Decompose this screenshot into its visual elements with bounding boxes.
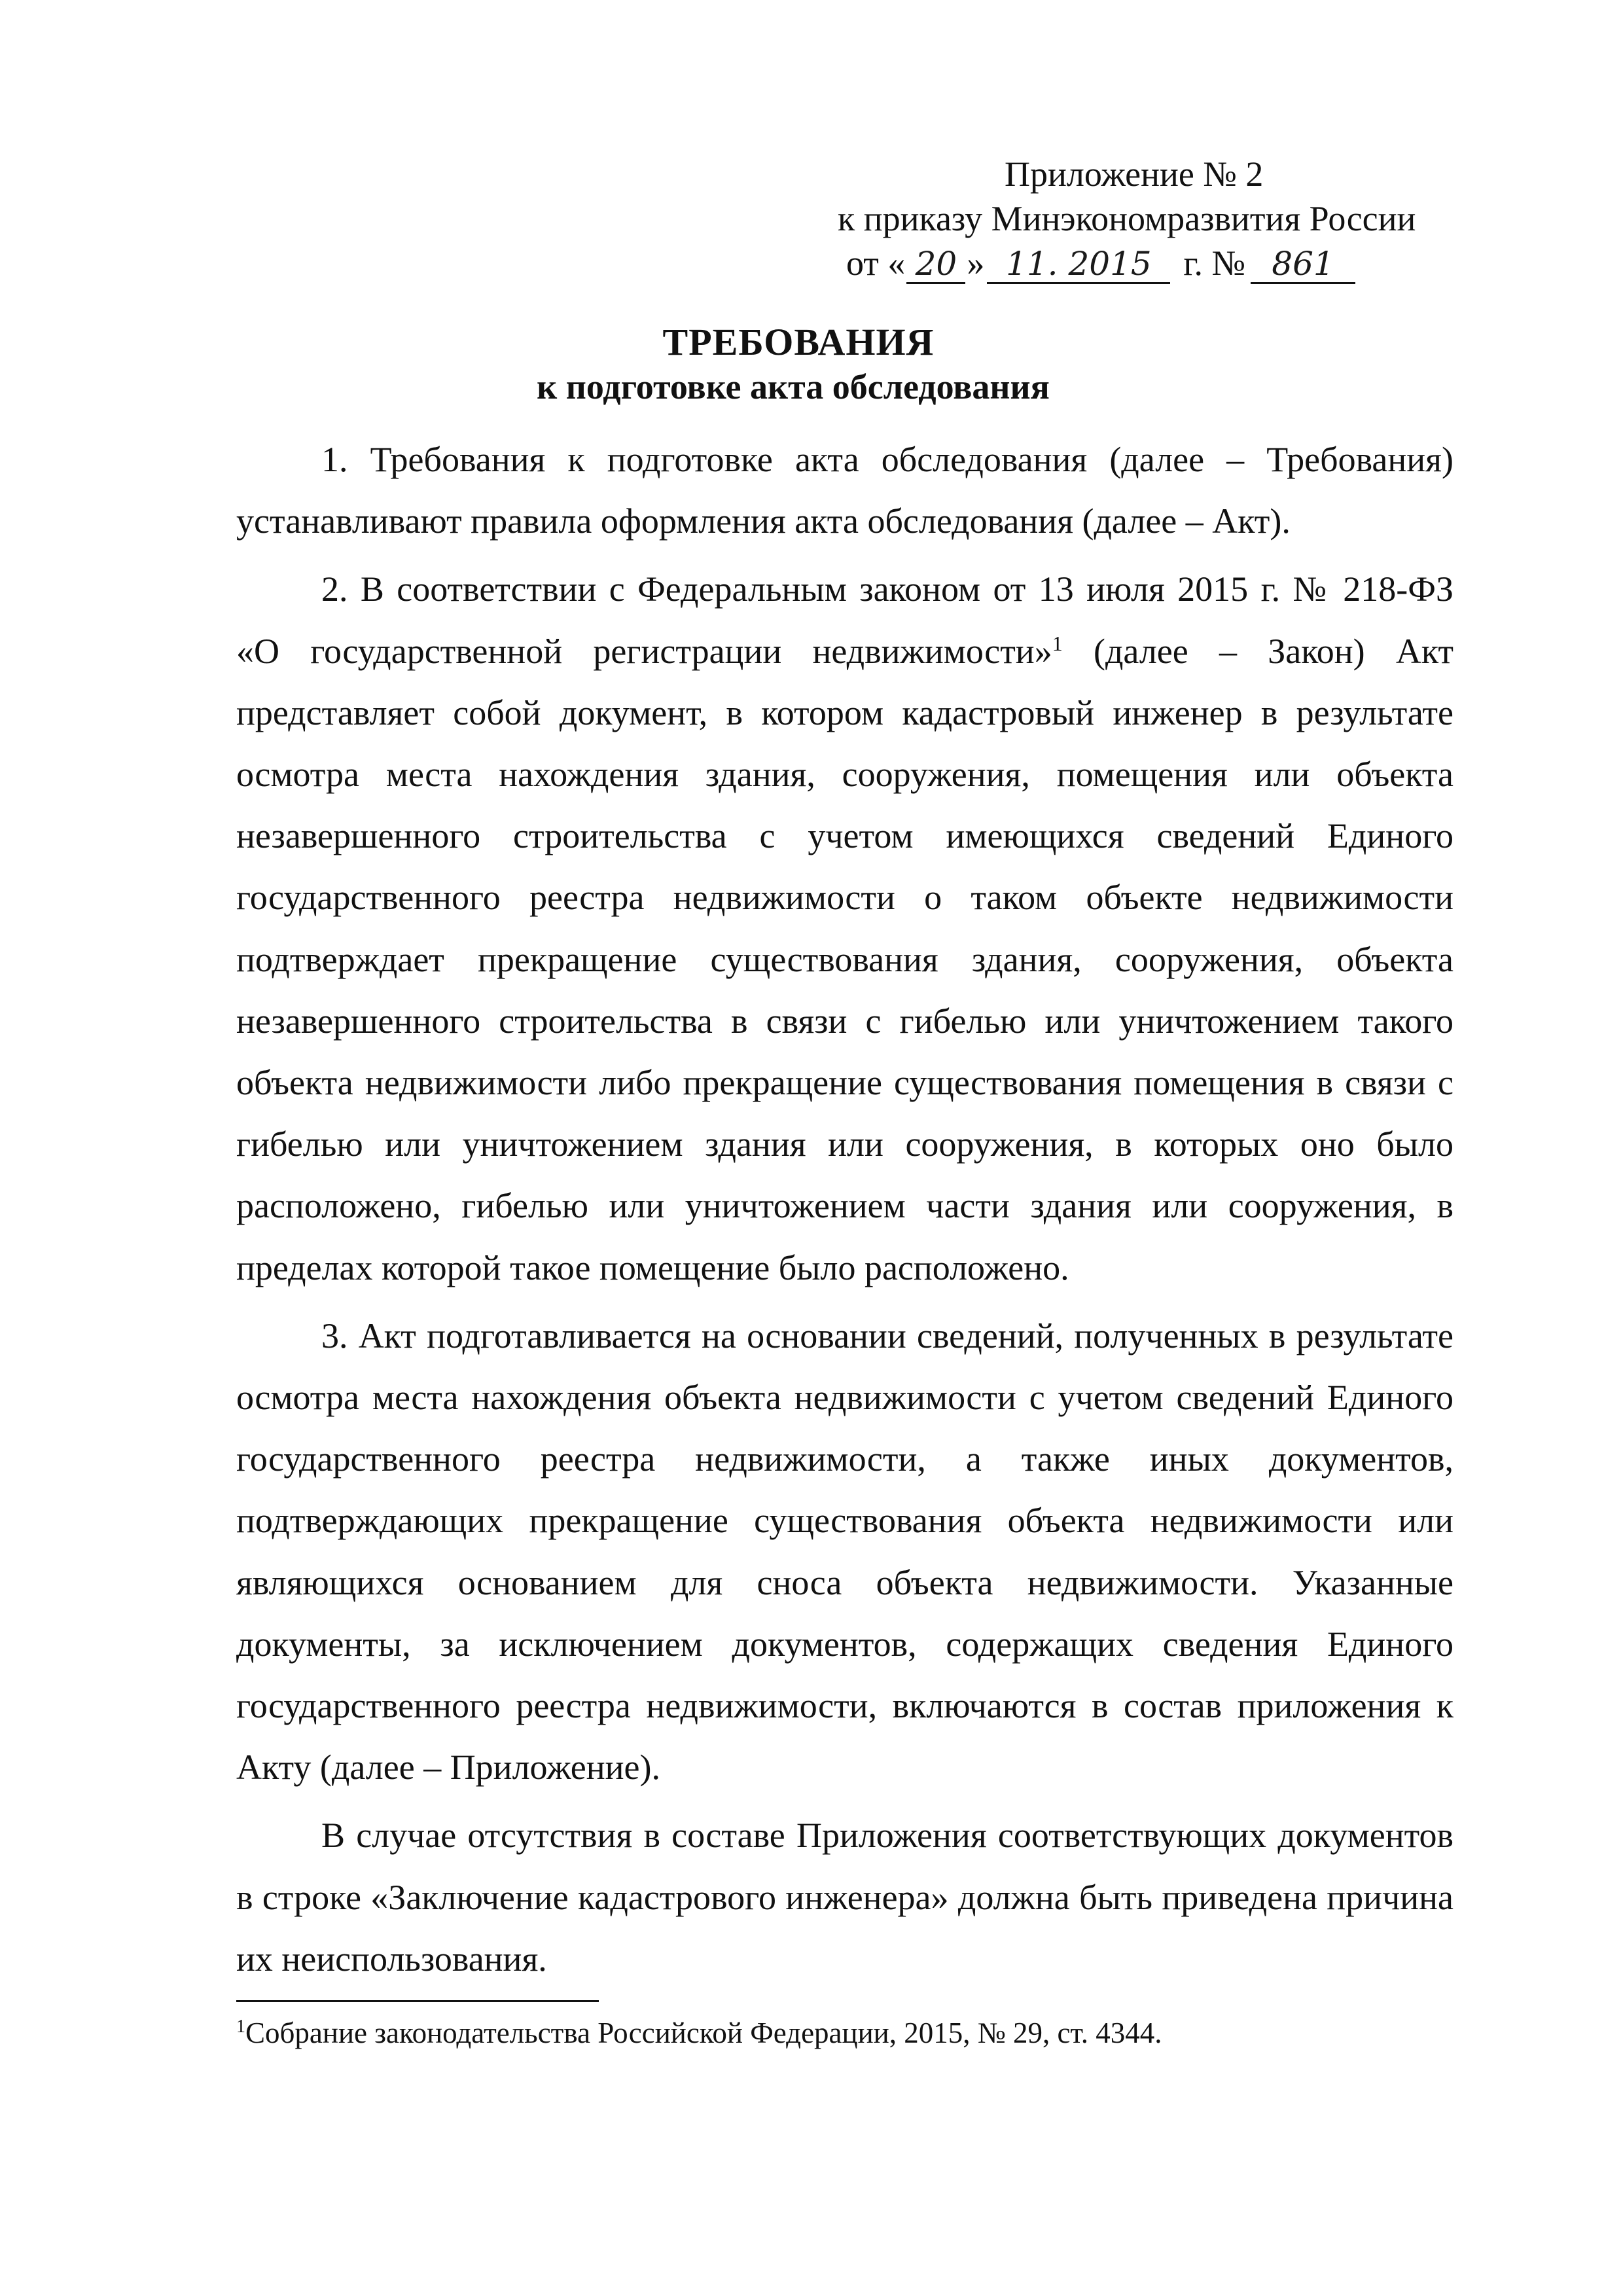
paragraph-2-start: 2. В соответствии с Федеральным законом от 13 июля 2015 г. № 218-ФЗ «О государственной регистрации недвижимости» [236, 569, 1454, 671]
paragraph-4: В случае отсутствия в составе Приложения соответствующих документов в строке «Заключение кадастрового инженера» должна быть приведена причина их неиспользования. [236, 1816, 1454, 1979]
paragraph-1: 1. Требования к подготовке акта обследования (далее – Требования) устанавливают правила оформления акта обследования (далее – Акт). [236, 440, 1454, 541]
paragraph-3: 3. Акт подготавливается на основании сведений, полученных в результате осмотра места нахождения объекта недвижимости с учетом сведений Единого государственного реестра недвижимости, а также иных документов, подтверждающих прекращение существования объекта недвижимости или являющихся основанием для сноса объекта недвижимости. Указанные документы, за исключением документов, содержащих сведения Единого государственного реестра недвижимости, включаются в состав приложения к Акту (далее – Приложение). [236, 1316, 1454, 1787]
paragraph-2-rest: (далее – Закон) Акт представляет собой документ, в котором кадастровый инженер в результате осмотра места нахождения здания, сооружения, помещения или объекта незавершенного строительства с учетом имеющихся сведений Единого государственного реестра недвижимости о таком объекте недвижимости подтверждает прекращение существования здания, сооружения, объекта незавершенного строительства в связи с гибелью или уничтожением такого объекта недвижимости либо прекращение существования помещения в связи с гибелью или уничтожением здания или сооружения, в которых оно было расположено, гибелью или уничтожением части здания или сооружения, в пределах которой такое помещение было расположено. [236, 631, 1454, 1287]
footnote-reference: 1 [1052, 631, 1063, 655]
from-prefix: от « [846, 243, 906, 283]
annex-order-reference: к приказу Минэкономразвития России [838, 199, 1416, 238]
document-subtitle: к подготовке акта обследования [537, 367, 1050, 406]
handwritten-month-year: 11. 2015 [987, 245, 1170, 284]
document-body [236, 429, 1454, 1990]
footnote-divider [236, 2000, 599, 2002]
handwritten-day: 20 [906, 245, 965, 284]
year-number-label: г. № [1183, 243, 1245, 283]
annex-title: Приложение № 2 [1005, 154, 1264, 194]
paragraph-2 [236, 558, 1454, 1298]
handwritten-order-number: 861 [1251, 245, 1355, 284]
footnote-mark: 1 [236, 2017, 245, 2037]
footnote-text: Собрание законодательства Российской Федерации, 2015, № 29, ст. 4344. [245, 2017, 1162, 2049]
day-close-quote: » [967, 243, 985, 283]
document-title: ТРЕБОВАНИЯ [662, 321, 935, 363]
annex-date-number-line [846, 241, 1355, 285]
footnote [236, 2015, 1162, 2051]
